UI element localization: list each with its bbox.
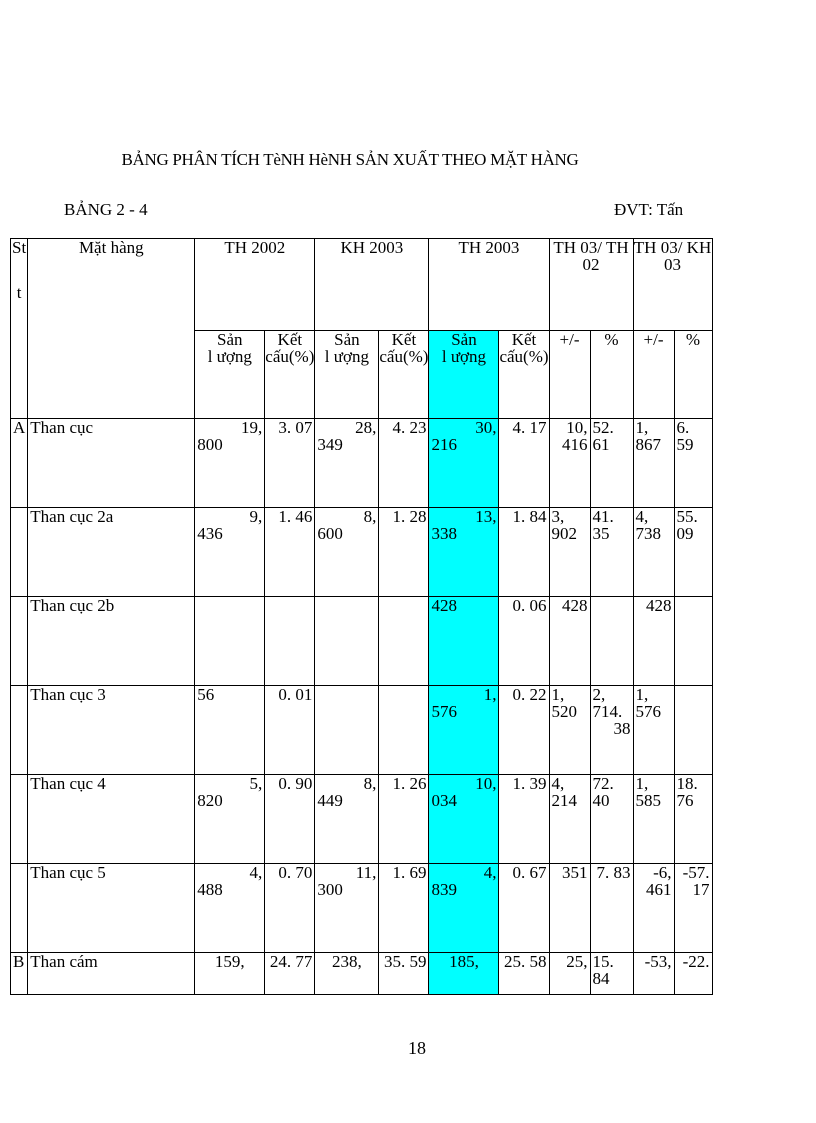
cell-p2 bbox=[674, 508, 712, 597]
cell-name bbox=[28, 419, 195, 508]
cell-name-value: Than cục 5 bbox=[30, 863, 106, 882]
cell-d2-bottom: 4, 738 bbox=[635, 507, 662, 543]
cell-d2 bbox=[633, 775, 674, 864]
cell-d1-bottom: 1, 520 bbox=[551, 685, 578, 721]
cell-kh03-sl-top: 11, bbox=[355, 863, 377, 882]
cell-name-value: Than cục 3 bbox=[30, 685, 106, 704]
cell-d2-bottom: 1, 867 bbox=[635, 418, 662, 454]
header-mat-hang-label: Mặt hàng bbox=[78, 238, 144, 257]
header-stt bbox=[11, 239, 28, 419]
cell-p2 bbox=[674, 775, 712, 864]
ket-line2: cấu(%) bbox=[499, 347, 549, 366]
cell-d1-bottom: 428 bbox=[562, 596, 588, 615]
cell-p1 bbox=[590, 775, 633, 864]
cell-th03-sl-bottom: 034 bbox=[431, 791, 457, 810]
cell-d2 bbox=[633, 597, 674, 686]
table-row bbox=[11, 597, 713, 686]
cell-th03-sl-top: 30, bbox=[475, 418, 497, 437]
cell-th02-kc-value: 0. 01 bbox=[278, 685, 313, 704]
ket-line2: cấu(%) bbox=[265, 347, 315, 366]
header-plus-minus bbox=[633, 331, 674, 419]
header-stt-1: St bbox=[12, 238, 27, 257]
cell-th03-sl-value: 185, bbox=[449, 952, 479, 971]
cell-d1-value: 25, bbox=[566, 952, 588, 971]
cell-d1-bottom: 351 bbox=[562, 863, 588, 882]
san-line1: Sản bbox=[451, 330, 477, 349]
cell-d1 bbox=[549, 419, 590, 508]
cell-d2-bottom: 428 bbox=[646, 596, 672, 615]
cell-kh03-sl-value: 238, bbox=[331, 952, 362, 971]
header-th2003 bbox=[429, 239, 549, 331]
ket-line1: Kết bbox=[277, 330, 303, 349]
header-th2003-label: TH 2003 bbox=[458, 238, 520, 257]
cell-stt bbox=[11, 864, 28, 953]
cell-th02-kc bbox=[265, 953, 315, 995]
cell-name-value: Than cục 4 bbox=[30, 774, 106, 793]
cell-name bbox=[28, 864, 195, 953]
cell-th02-kc-value: 3. 07 bbox=[278, 418, 313, 437]
cell-th03-sl bbox=[429, 597, 499, 686]
table-row bbox=[11, 419, 713, 508]
cell-th03-kc bbox=[499, 775, 549, 864]
page-title: BẢNG PHÂN TÍCH TèNH HèNH SẢN XUẤT THEO MẶT HÀNG bbox=[121, 150, 579, 169]
cell-p1-top: 2, 714. bbox=[592, 685, 623, 721]
cell-d2 bbox=[633, 953, 674, 995]
cell-d2 bbox=[633, 419, 674, 508]
cell-kh03-sl-bottom: 300 bbox=[317, 880, 343, 899]
header-th03-kh03-line2: 03 bbox=[664, 255, 682, 274]
cell-th03-kc bbox=[499, 419, 549, 508]
cell-th03-sl-bottom: 428 bbox=[431, 596, 457, 615]
cell-kh03-sl bbox=[315, 775, 379, 864]
cell-th03-sl bbox=[429, 419, 499, 508]
san-line2: l ượng bbox=[441, 347, 487, 366]
header-row-1 bbox=[11, 239, 713, 331]
cell-kh03-kc-value: 1. 28 bbox=[392, 507, 427, 526]
cell-kh03-kc-value: 4. 23 bbox=[392, 418, 427, 437]
cell-p1 bbox=[590, 508, 633, 597]
cell-name bbox=[28, 953, 195, 995]
cell-name-value: Than cục 2b bbox=[30, 596, 115, 615]
cell-d2-bottom: 1, 576 bbox=[635, 685, 662, 721]
cell-th02-sl bbox=[195, 597, 265, 686]
cell-p1-bottom: 41. 35 bbox=[592, 507, 614, 543]
header-ket-cau bbox=[265, 331, 315, 419]
header-ket-cau bbox=[379, 331, 429, 419]
ket-line1: Kết bbox=[391, 330, 417, 349]
cell-kh03-kc bbox=[379, 419, 429, 508]
cell-kh03-sl-bottom: 600 bbox=[317, 524, 343, 543]
cell-p2 bbox=[674, 953, 712, 995]
cell-name-value: Than cục bbox=[30, 418, 94, 437]
cell-th03-kc-value: 4. 17 bbox=[512, 418, 547, 437]
cell-th03-sl-top: 13, bbox=[475, 507, 497, 526]
table-row bbox=[11, 953, 713, 995]
cell-th02-sl-top: 19, bbox=[241, 418, 263, 437]
san-line2: l ượng bbox=[207, 347, 252, 366]
ket-line2: cấu(%) bbox=[379, 347, 429, 366]
cell-kh03-sl-top: 8, bbox=[363, 507, 377, 526]
cell-d2 bbox=[633, 508, 674, 597]
cell-stt bbox=[11, 419, 28, 508]
cell-d1 bbox=[549, 597, 590, 686]
cell-th02-sl-top: 9, bbox=[249, 507, 263, 526]
cell-name bbox=[28, 775, 195, 864]
cell-d2 bbox=[633, 864, 674, 953]
cell-th02-sl bbox=[195, 953, 265, 995]
plus-minus-label: +/- bbox=[643, 330, 664, 349]
cell-d1 bbox=[549, 508, 590, 597]
cell-kh03-kc bbox=[379, 508, 429, 597]
cell-th03-sl bbox=[429, 508, 499, 597]
cell-th03-kc-value: 0. 67 bbox=[512, 863, 547, 882]
cell-th02-sl-bottom: 436 bbox=[197, 524, 223, 543]
cell-th03-sl bbox=[429, 864, 499, 953]
cell-p2-top: -57. bbox=[682, 863, 710, 882]
cell-name bbox=[28, 508, 195, 597]
cell-kh03-kc-value: 35. 59 bbox=[383, 952, 427, 971]
cell-kh03-kc bbox=[379, 864, 429, 953]
table-row bbox=[11, 864, 713, 953]
cell-p2 bbox=[674, 419, 712, 508]
cell-p1 bbox=[590, 419, 633, 508]
cell-p1-value: 15. 84 bbox=[592, 952, 614, 988]
cell-th02-sl-bottom: 56 bbox=[197, 685, 215, 704]
cell-d2-bottom: 1, 585 bbox=[635, 774, 662, 810]
cell-th02-sl-value: 159, bbox=[214, 952, 245, 971]
header-th2002 bbox=[195, 239, 315, 331]
percent-label: % bbox=[604, 330, 619, 349]
cell-kh03-sl bbox=[315, 508, 379, 597]
cell-name bbox=[28, 686, 195, 775]
cell-name-value: Than cám bbox=[30, 952, 98, 971]
header-th03-kh03-line1: TH 03/ KH bbox=[633, 238, 712, 257]
cell-stt bbox=[11, 953, 28, 995]
header-mat-hang bbox=[28, 239, 195, 419]
cell-th03-kc bbox=[499, 864, 549, 953]
table-row bbox=[11, 508, 713, 597]
cell-kh03-sl-top: 8, bbox=[363, 774, 377, 793]
cell-th02-kc-value: 0. 70 bbox=[278, 863, 313, 882]
header-ket-cau bbox=[499, 331, 549, 419]
cell-kh03-sl bbox=[315, 864, 379, 953]
table-label: BẢNG 2 - 4 bbox=[64, 200, 148, 219]
san-line1: Sản bbox=[334, 330, 360, 349]
cell-d1 bbox=[549, 686, 590, 775]
cell-th02-sl bbox=[195, 419, 265, 508]
cell-th03-sl-top: 10, bbox=[475, 774, 497, 793]
cell-p1 bbox=[590, 597, 633, 686]
table-row bbox=[11, 686, 713, 775]
cell-th03-sl bbox=[429, 686, 499, 775]
cell-th02-sl bbox=[195, 864, 265, 953]
page-number: 18 bbox=[408, 1038, 426, 1058]
cell-p1-bottom: 52. 61 bbox=[592, 418, 614, 454]
cell-kh03-sl-bottom: 349 bbox=[317, 435, 343, 454]
cell-th02-sl-bottom: 800 bbox=[197, 435, 223, 454]
cell-th03-kc-value: 1. 84 bbox=[512, 507, 547, 526]
cell-th02-sl-bottom: 820 bbox=[197, 791, 223, 810]
cell-d2-value: -53, bbox=[644, 952, 672, 971]
cell-p1 bbox=[590, 864, 633, 953]
cell-p2 bbox=[674, 597, 712, 686]
cell-p1 bbox=[590, 686, 633, 775]
cell-th03-kc-value: 1. 39 bbox=[512, 774, 547, 793]
header-kh2003-label: KH 2003 bbox=[340, 238, 404, 257]
cell-p2 bbox=[674, 864, 712, 953]
cell-stt bbox=[11, 597, 28, 686]
cell-d1-bottom: 416 bbox=[562, 435, 588, 454]
header-san-luong bbox=[429, 331, 499, 419]
cell-th02-kc-value: 24. 77 bbox=[269, 952, 313, 971]
cell-th02-kc-value: 1. 46 bbox=[278, 507, 313, 526]
header-san-luong bbox=[315, 331, 379, 419]
cell-d2-top: -6, bbox=[653, 863, 672, 882]
cell-kh03-kc-value: 1. 69 bbox=[392, 863, 427, 882]
cell-p1-bottom: 38 bbox=[613, 719, 631, 738]
cell-th02-kc bbox=[265, 597, 315, 686]
header-plus-minus bbox=[549, 331, 590, 419]
cell-d1-bottom: 4, 214 bbox=[551, 774, 578, 810]
cell-th03-kc bbox=[499, 508, 549, 597]
cell-d1-bottom: 3, 902 bbox=[551, 507, 578, 543]
header-stt-2: t bbox=[16, 283, 22, 302]
cell-kh03-sl-top: 28, bbox=[355, 418, 377, 437]
cell-th03-sl-bottom: 576 bbox=[431, 702, 457, 721]
unit-label: ĐVT: Tấn bbox=[614, 200, 684, 219]
cell-th03-kc-value: 0. 06 bbox=[512, 596, 547, 615]
cell-p2-bottom: 6. 59 bbox=[676, 418, 694, 454]
cell-th03-kc bbox=[499, 953, 549, 995]
header-th2002-label: TH 2002 bbox=[224, 238, 286, 257]
percent-label: % bbox=[685, 330, 701, 349]
cell-d1-top: 10, bbox=[566, 418, 588, 437]
cell-th03-kc bbox=[499, 597, 549, 686]
cell-th02-sl-top: 5, bbox=[249, 774, 263, 793]
cell-th03-kc-value: 0. 22 bbox=[512, 685, 547, 704]
cell-kh03-sl bbox=[315, 686, 379, 775]
cell-kh03-sl bbox=[315, 953, 379, 995]
cell-th02-kc bbox=[265, 864, 315, 953]
cell-p1 bbox=[590, 953, 633, 995]
san-line1: Sản bbox=[217, 330, 243, 349]
cell-th02-kc bbox=[265, 508, 315, 597]
cell-d1 bbox=[549, 775, 590, 864]
cell-th02-sl-top: 4, bbox=[249, 863, 263, 882]
cell-kh03-kc bbox=[379, 775, 429, 864]
cell-stt bbox=[11, 775, 28, 864]
cell-th02-sl bbox=[195, 775, 265, 864]
header-th03-th02 bbox=[549, 239, 633, 331]
san-line2: l ượng bbox=[324, 347, 369, 366]
cell-th03-kc bbox=[499, 686, 549, 775]
cell-kh03-kc bbox=[379, 953, 429, 995]
cell-th02-kc bbox=[265, 419, 315, 508]
cell-name-value: Than cục 2a bbox=[30, 507, 114, 526]
cell-th03-kc-value: 25. 58 bbox=[504, 952, 547, 971]
cell-stt bbox=[11, 686, 28, 775]
cell-kh03-kc bbox=[379, 686, 429, 775]
cell-th02-kc bbox=[265, 686, 315, 775]
header-th03-kh03 bbox=[633, 239, 712, 331]
cell-th02-sl bbox=[195, 686, 265, 775]
cell-d2 bbox=[633, 686, 674, 775]
cell-stt-value: A bbox=[13, 418, 26, 437]
cell-d1 bbox=[549, 953, 590, 995]
header-th03-th02-label: TH 03/ TH 02 bbox=[553, 238, 629, 274]
cell-p2 bbox=[674, 686, 712, 775]
table-row bbox=[11, 775, 713, 864]
cell-d2-bottom: 461 bbox=[646, 880, 672, 899]
header-kh2003 bbox=[315, 239, 429, 331]
cell-th03-sl bbox=[429, 775, 499, 864]
production-table bbox=[10, 238, 713, 995]
header-percent bbox=[674, 331, 712, 419]
header-percent bbox=[590, 331, 633, 419]
cell-kh03-kc bbox=[379, 597, 429, 686]
ket-line1: Kết bbox=[511, 330, 537, 349]
cell-th02-kc-value: 0. 90 bbox=[278, 774, 313, 793]
cell-p1-bottom: 7. 83 bbox=[596, 863, 631, 882]
cell-th03-sl-top: 1, bbox=[483, 685, 497, 704]
cell-th02-sl-bottom: 488 bbox=[197, 880, 223, 899]
cell-kh03-sl bbox=[315, 419, 379, 508]
plus-minus-label: +/- bbox=[559, 330, 580, 349]
cell-th03-sl-top: 4, bbox=[483, 863, 497, 882]
cell-kh03-kc-value: 1. 26 bbox=[392, 774, 427, 793]
cell-p2-value: -22. bbox=[682, 952, 710, 971]
cell-th03-sl-bottom: 338 bbox=[431, 524, 457, 543]
cell-th03-sl-bottom: 839 bbox=[431, 880, 457, 899]
cell-stt-value: B bbox=[13, 952, 25, 971]
cell-p1-bottom: 72. 40 bbox=[592, 774, 614, 810]
cell-name bbox=[28, 597, 195, 686]
cell-th02-kc bbox=[265, 775, 315, 864]
cell-p2-bottom: 17 bbox=[692, 880, 710, 899]
cell-stt bbox=[11, 508, 28, 597]
cell-d1 bbox=[549, 864, 590, 953]
cell-kh03-sl bbox=[315, 597, 379, 686]
cell-th03-sl bbox=[429, 953, 499, 995]
cell-kh03-sl-bottom: 449 bbox=[317, 791, 343, 810]
cell-th03-sl-bottom: 216 bbox=[431, 435, 457, 454]
header-san-luong bbox=[195, 331, 265, 419]
cell-p2-bottom: 55. 09 bbox=[676, 507, 698, 543]
cell-p2-bottom: 18. 76 bbox=[676, 774, 698, 810]
cell-th02-sl bbox=[195, 508, 265, 597]
